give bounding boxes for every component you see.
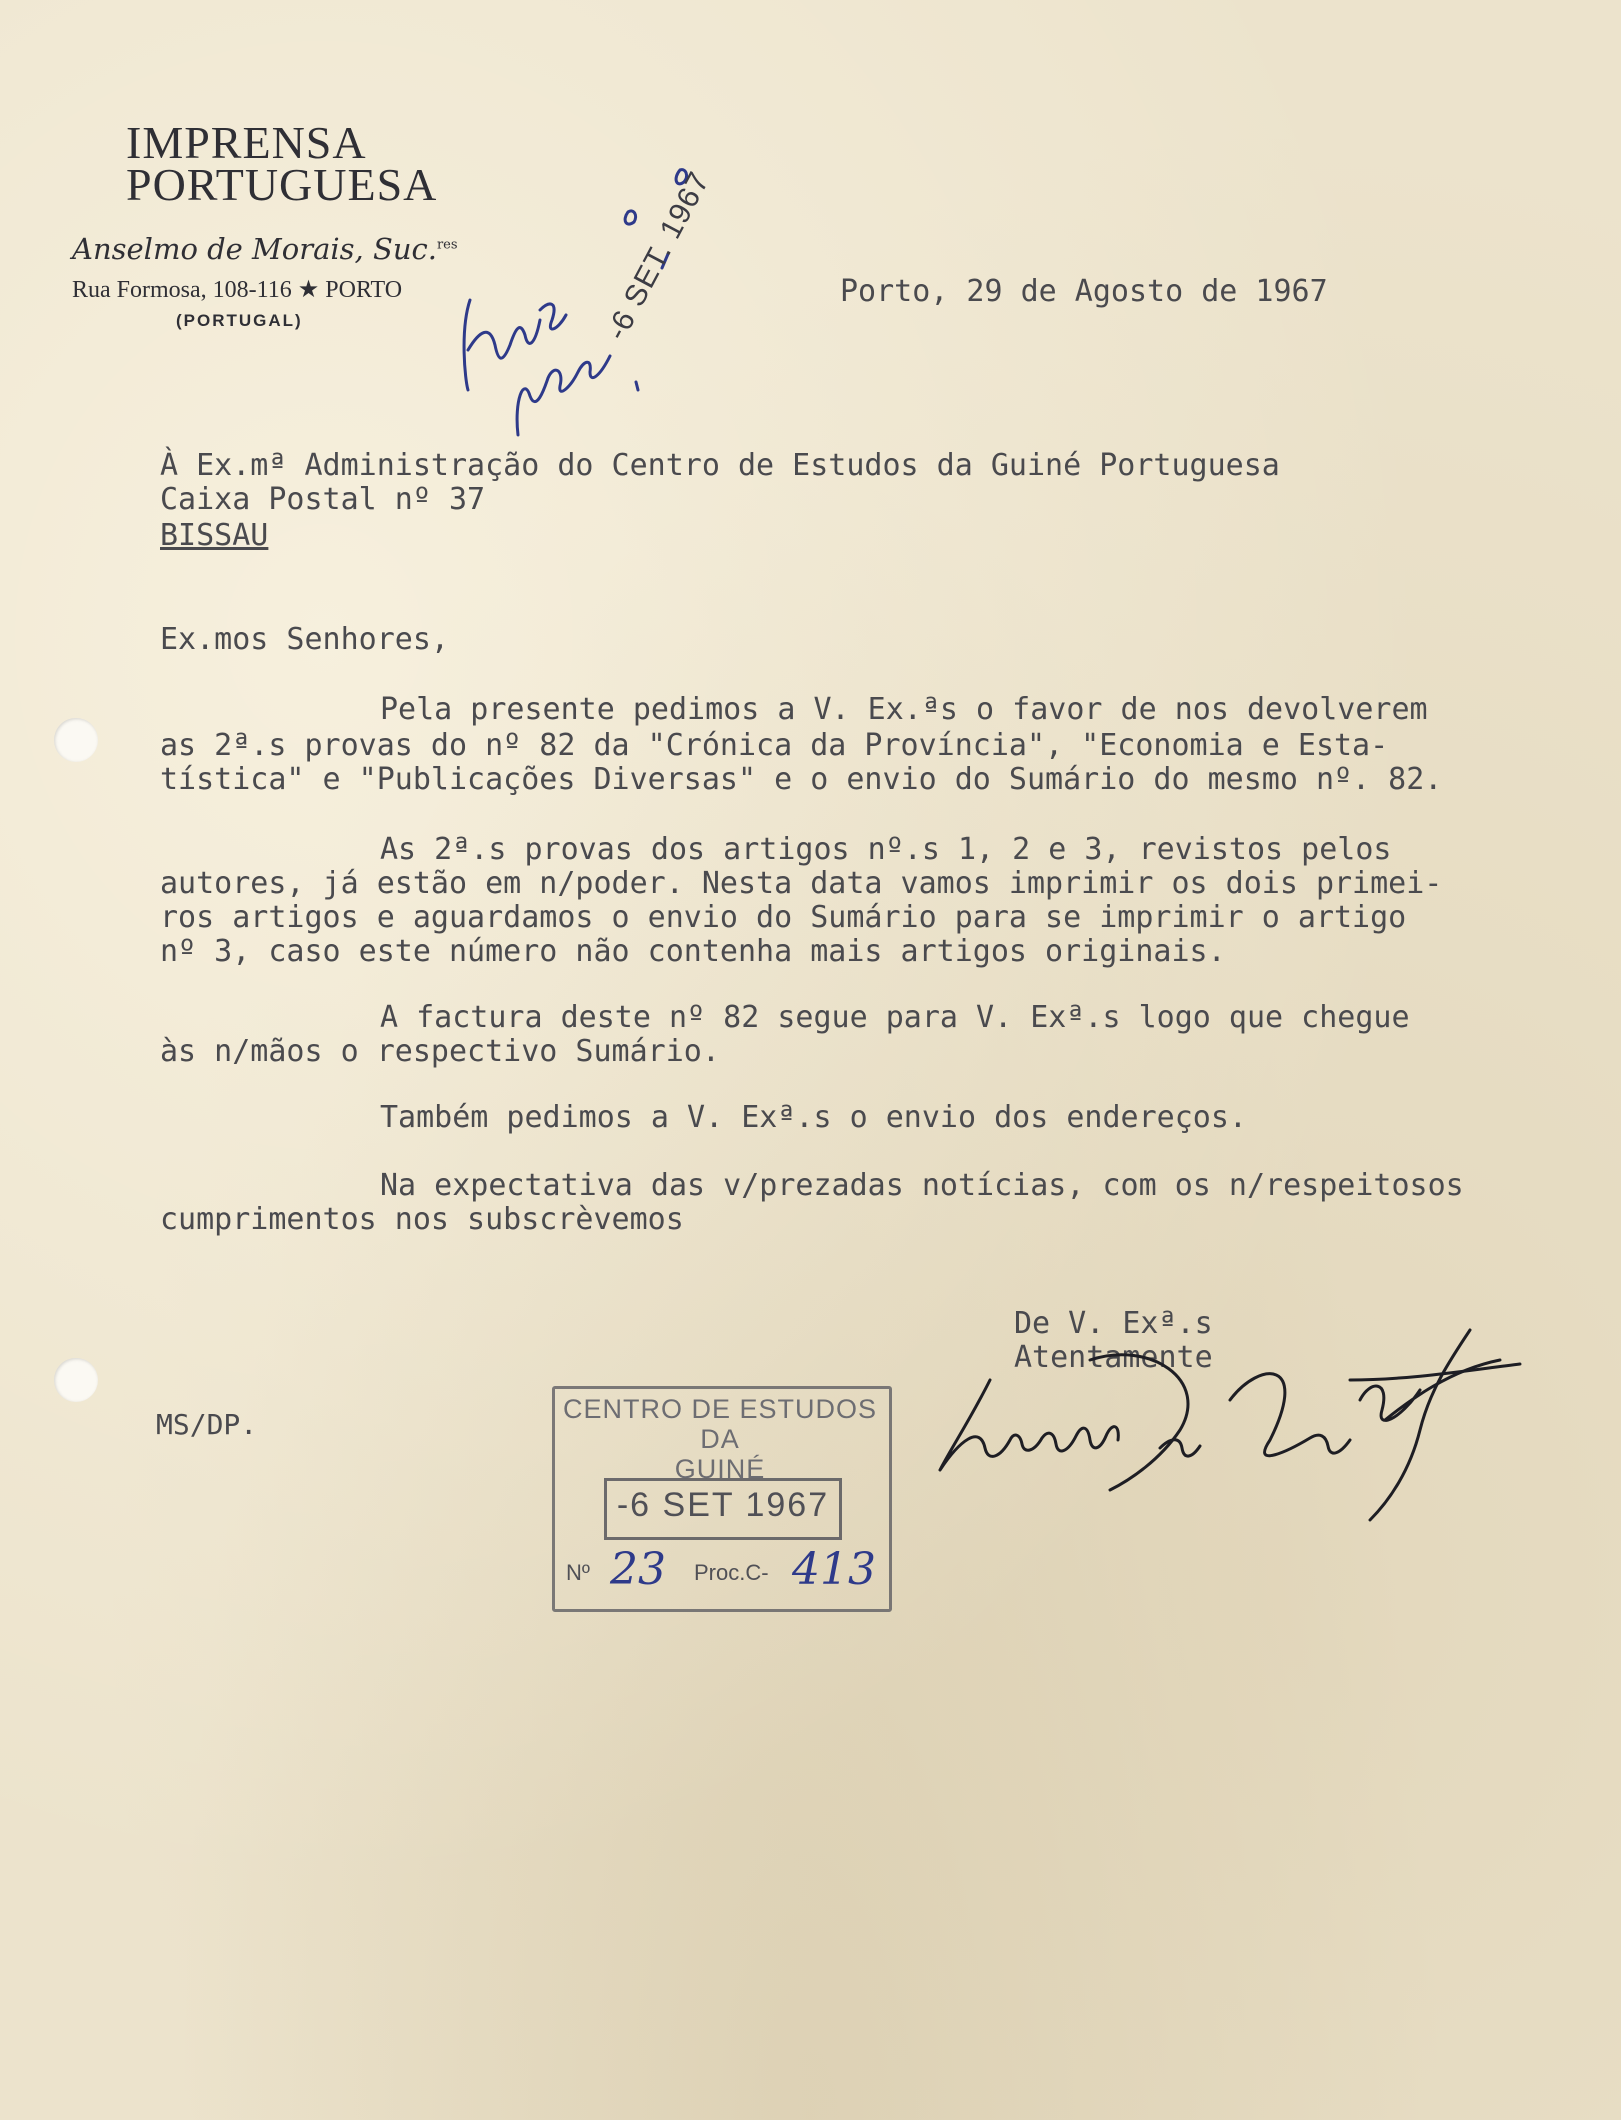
body-line: às n/mãos o respectivo Sumário. [160, 1034, 720, 1069]
body-line: Também pedimos a V. Exª.s o envio dos endereços. [380, 1100, 1247, 1135]
body-line: autores, já estão em n/poder. Nesta data vamos imprimir os dois primei- [160, 866, 1443, 901]
signature [930, 1320, 1530, 1560]
archive-stamp [552, 1386, 892, 1612]
body-line: cumprimentos nos subscrèvemos [160, 1202, 684, 1237]
letterhead-country: (PORTUGAL) [176, 311, 303, 330]
recipient-line1: À Ex.mª Administração do Centro de Estudos da Guiné Portuguesa [160, 448, 1280, 483]
stamp-title-line2: GUINÉ [674, 1454, 766, 1484]
stamp-proc-value: 413 [792, 1544, 876, 1595]
stamp-date: -6 SET 1967 [616, 1486, 830, 1524]
stamp-number-value: 23 [610, 1544, 666, 1595]
stamp-number-label: Nº [566, 1560, 590, 1585]
salutation: Ex.mos Senhores, [160, 622, 449, 657]
punch-hole-bottom [54, 1358, 98, 1402]
body-line: tística" e "Publicações Diversas" e o envio do Sumário do mesmo nº. 82. [160, 762, 1443, 797]
body-line: ros artigos e aguardamos o envio do Sumário para se imprimir o artigo [160, 900, 1407, 935]
letter-date: Porto, 29 de Agosto de 1967 [840, 274, 1328, 309]
letterhead-address: Rua Formosa, 108-116 ★ PORTO [72, 277, 403, 303]
punch-hole-top [54, 718, 98, 762]
body-line: nº 3, caso este número não contenha mais artigos originais. [160, 934, 1226, 969]
letterhead-name-line1: IMPRENSA [126, 117, 367, 168]
recipient-line2: Caixa Postal nº 37 [160, 482, 486, 517]
body-line: As 2ª.s provas dos artigos nº.s 1, 2 e 3, revistos pelos [380, 832, 1392, 867]
body-line: as 2ª.s provas do nº 82 da "Crónica da Província", "Economia e Esta- [160, 728, 1389, 763]
closing-line2: Atentamente [1014, 1340, 1213, 1375]
letterhead-name-line2: PORTUGUESA [126, 159, 438, 210]
recipient-line3: BISSAU [160, 518, 269, 553]
body-line: Pela presente pedimos a V. Ex.ªs o favor de nos devolverem [380, 692, 1428, 727]
stamp-title-line1: CENTRO DE ESTUDOS DA [562, 1394, 878, 1454]
closing-line1: De V. Exª.s [1014, 1306, 1213, 1341]
body-line: Na expectativa das v/prezadas notícias, com os n/respeitosos [380, 1168, 1464, 1203]
letterhead-proprietor: Anselmo de Morais, Suc.$^{res}$ [72, 232, 458, 266]
stamp-proc-label: Proc.C- [694, 1560, 769, 1585]
received-date-stamp: -6 SET. 1967 [600, 166, 717, 346]
stamp-title [560, 1394, 880, 1484]
body-line: A factura deste nº 82 segue para V. Exª.s logo que chegue [380, 1000, 1410, 1035]
reference-initials: MS/DP. [156, 1408, 258, 1441]
